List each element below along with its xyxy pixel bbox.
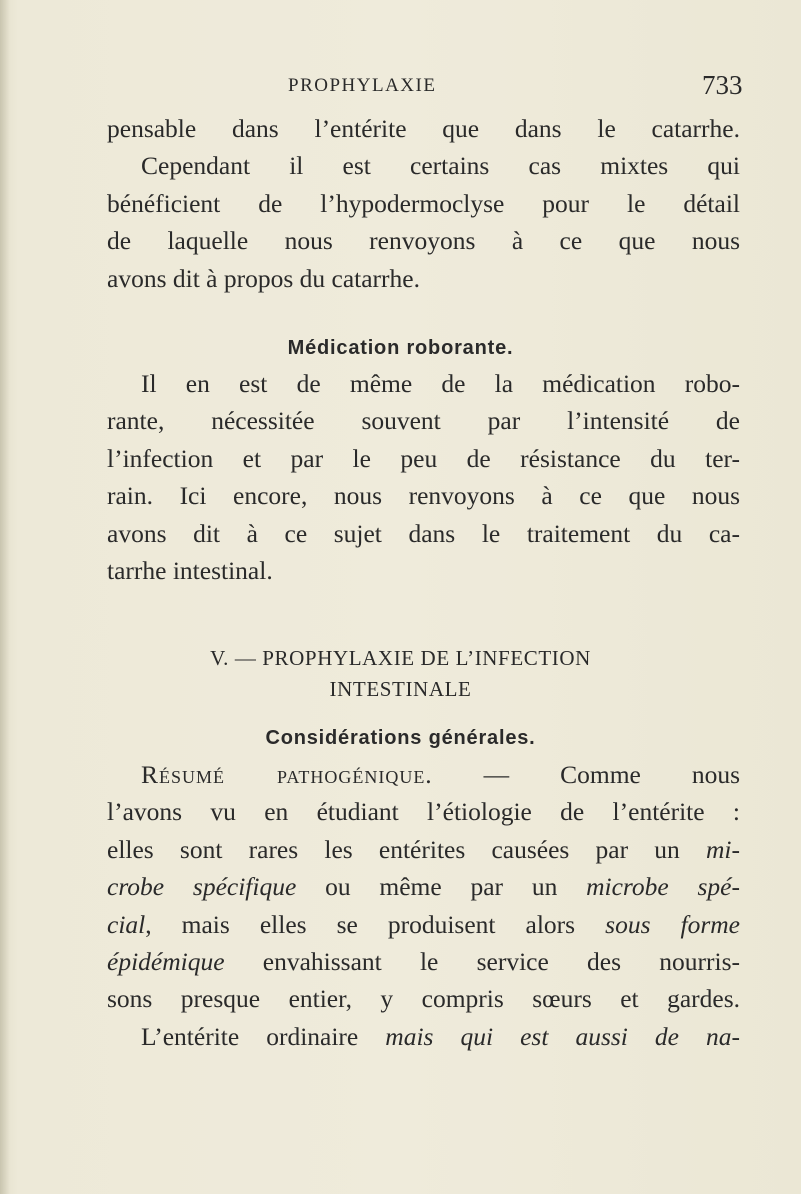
- running-title: PROPHYLAXIE: [288, 75, 437, 96]
- text-line: pensable dans l’entérite que dans le catarrhe.: [107, 114, 740, 143]
- text-line: bénéficient de l’hypodermoclyse pour le détail: [107, 188, 740, 218]
- section-heading-medication: Médication roborante.: [287, 337, 514, 359]
- text-line: Il en est de même de la médication robo-: [141, 369, 740, 398]
- text-line: avons dit à propos du catarrhe.: [107, 263, 420, 293]
- text-line: épidémique envahissant le service des nourris-: [107, 946, 740, 976]
- text-line: Cependant il est certains cas mixtes qui: [141, 151, 740, 181]
- text-line: l’infection et par le peu de résistance du ter-: [107, 443, 740, 473]
- run-in-heading: Résumé pathogénique.: [141, 760, 433, 789]
- text-line: rain. Ici encore, nous renvoyons à ce que nous: [107, 481, 740, 511]
- text-line: rante, nécessitée souvent par l’intensité de: [107, 406, 740, 436]
- chapter-title-line: V. — PROPHYLAXIE DE L’INFECTION: [210, 646, 591, 670]
- text-line: crobe spécifique ou même par un microbe spé-: [107, 872, 740, 902]
- text-line: l’avons vu en étudiant l’étiologie de l’entérite :: [107, 797, 740, 827]
- running-head: [0, 72, 801, 102]
- section-heading-considerations: Considérations générales.: [265, 727, 536, 749]
- text-line: cial, mais elles se produisent alors sous forme: [107, 909, 741, 939]
- page-gutter-shadow: [0, 0, 10, 1194]
- text-line: de laquelle nous renvoyons à ce que nous: [107, 226, 740, 256]
- page-number: 733: [702, 70, 743, 100]
- text-line: sons presque entier, y compris sœurs et gardes.: [107, 984, 740, 1014]
- paragraph-resume: [107, 756, 740, 1055]
- paragraph-medication: [107, 365, 740, 589]
- chapter-title-line: INTESTINALE: [329, 677, 472, 701]
- paragraph-continued: [107, 110, 740, 297]
- text-line: L’entérite ordinaire mais qui est aussi de na-: [141, 1021, 741, 1051]
- text-line: tarrhe intestinal.: [107, 555, 273, 585]
- text-line: elles sont rares les entérites causées par un mi-: [107, 834, 740, 864]
- chapter-title: [0, 643, 801, 705]
- text-line: avons dit à ce sujet dans le traitement du ca-: [107, 518, 740, 548]
- text-line: Résumé pathogénique. — Comme nous: [141, 760, 740, 789]
